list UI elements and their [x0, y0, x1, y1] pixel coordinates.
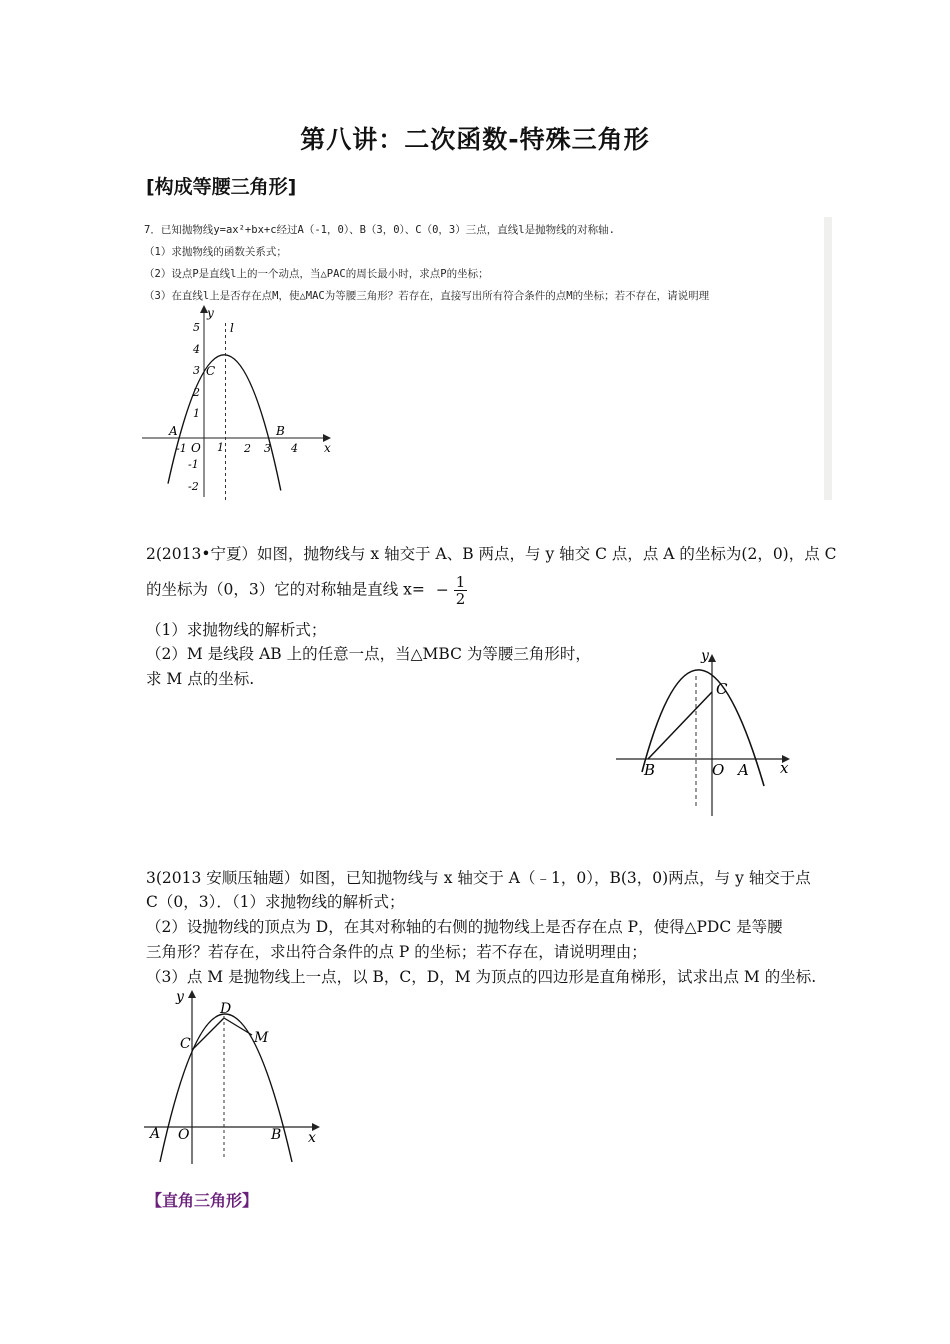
problem-2-q1: （1）求抛物线的解析式；	[146, 621, 327, 639]
section-heading-right-triangle: 【直角三角形】	[146, 1191, 259, 1210]
problem-1-stem: 7．已知抛物线y=ax²+bx+c经过A（-1，0）、B（3，0）、C（0，3）三点，直线l是抛物线的对称轴.	[144, 224, 615, 236]
fraction-numerator: 1	[455, 573, 466, 591]
problem-1-figure	[140, 305, 340, 500]
problem-1-q1: （1）求抛物线的函数关系式；	[144, 246, 287, 258]
problem-1-block	[140, 217, 832, 500]
x-tick-1: 1	[217, 441, 224, 454]
problem-2-q2-cont: 求 M 点的坐标.	[146, 670, 255, 688]
x-axis-label: x	[780, 759, 789, 777]
y-axis-label: y	[176, 989, 184, 1005]
y-tick-4: 4	[193, 343, 200, 356]
page-title: 第八讲：二次函数-特殊三角形	[300, 125, 650, 154]
x-tick-2: 2	[244, 442, 251, 455]
problem-3-q2: （2）设抛物线的顶点为 D，在其对称轴的右侧的抛物线上是否存在点 P，使得△PDC 是等腰	[146, 918, 783, 936]
y-tick-neg1: -1	[188, 458, 199, 471]
problem-2-stem: 2(2013•宁夏）如图，抛物线与 x 轴交于 A、B 两点，与 y 轴交 C 点，点 A 的坐标为(2，0)，点 C	[146, 545, 837, 563]
y-axis-arrow	[188, 990, 196, 998]
section-heading-isosceles: [构成等腰三角形]	[146, 176, 297, 198]
point-C-label: C	[180, 1036, 191, 1052]
origin-label: O	[178, 1127, 190, 1143]
origin-label: O	[191, 441, 201, 455]
problem-1-q3: （3）在直线l上是否存在点M，使△MAC为等腰三角形？若存在，直接写出所有符合条件的点M的坐标；若不存在，请说明理	[144, 290, 710, 302]
problem-1-q2: （2）设点P是直线l上的一个动点，当△PAC的周长最小时，求点P的坐标；	[144, 268, 489, 280]
fraction-one-half	[454, 574, 468, 607]
problem-3-q3: （3）点 M 是抛物线上一点，以 B，C，D，M 为顶点的四边形是直角梯形，试求出点 M 的坐标.	[146, 968, 817, 986]
x-tick-neg1: -1	[176, 442, 187, 455]
problem-2-stem-line2	[146, 574, 467, 607]
problem-2-stem-text: 的坐标为（0，3）它的对称轴是直线 x=	[146, 580, 425, 599]
y-axis-label: y	[701, 648, 709, 664]
y-axis-arrow	[708, 654, 716, 662]
point-B-label: B	[276, 424, 285, 438]
point-B-label: B	[644, 761, 656, 779]
y-tick-5: 5	[193, 321, 200, 334]
point-D-label: D	[220, 1001, 232, 1017]
segment-CD	[192, 1018, 224, 1050]
point-B-label: B	[271, 1127, 282, 1143]
fraction-denominator: 2	[455, 590, 466, 608]
point-M-label: M	[254, 1030, 269, 1046]
y-axis-label: y	[207, 306, 214, 320]
point-C-label: C	[716, 680, 728, 698]
point-A-label: A	[169, 424, 178, 438]
x-axis-label: x	[324, 441, 331, 455]
y-tick-1: 1	[193, 407, 200, 420]
line-l-label: l	[230, 321, 234, 335]
y-tick-neg2: -2	[188, 480, 199, 493]
problem-3-q2-cont: 三角形？若存在，求出符合条件的点 P 的坐标；若不存在，请说明理由；	[146, 943, 647, 961]
x-axis-label: x	[308, 1130, 316, 1146]
point-C-label: C	[206, 364, 216, 378]
x-tick-4: 4	[291, 442, 298, 455]
problem-2-q2: （2）M 是线段 AB 上的任意一点，当△MBC 为等腰三角形时，	[146, 645, 591, 663]
problem-2-figure	[612, 646, 812, 818]
y-tick-3: 3	[193, 364, 200, 377]
y-tick-2: 2	[193, 386, 200, 399]
parabola-curve	[168, 355, 281, 491]
point-A-label: A	[150, 1126, 161, 1142]
segment-BC	[648, 692, 712, 759]
x-tick-3: 3	[264, 442, 271, 455]
point-A-label: A	[738, 761, 749, 779]
problem-3-stem: 3(2013 安顺压轴题）如图，已知抛物线与 x 轴交于 A（﹣1，0），B(3，0)两点，与 y 轴交于点	[146, 869, 811, 887]
problem-3-figure	[140, 986, 330, 1168]
origin-label: O	[712, 761, 725, 779]
scan-edge	[824, 217, 832, 500]
fraction-sign: −	[435, 580, 449, 599]
problem-3-q1: C（0，3）．（1）求抛物线的解析式；	[146, 893, 405, 911]
